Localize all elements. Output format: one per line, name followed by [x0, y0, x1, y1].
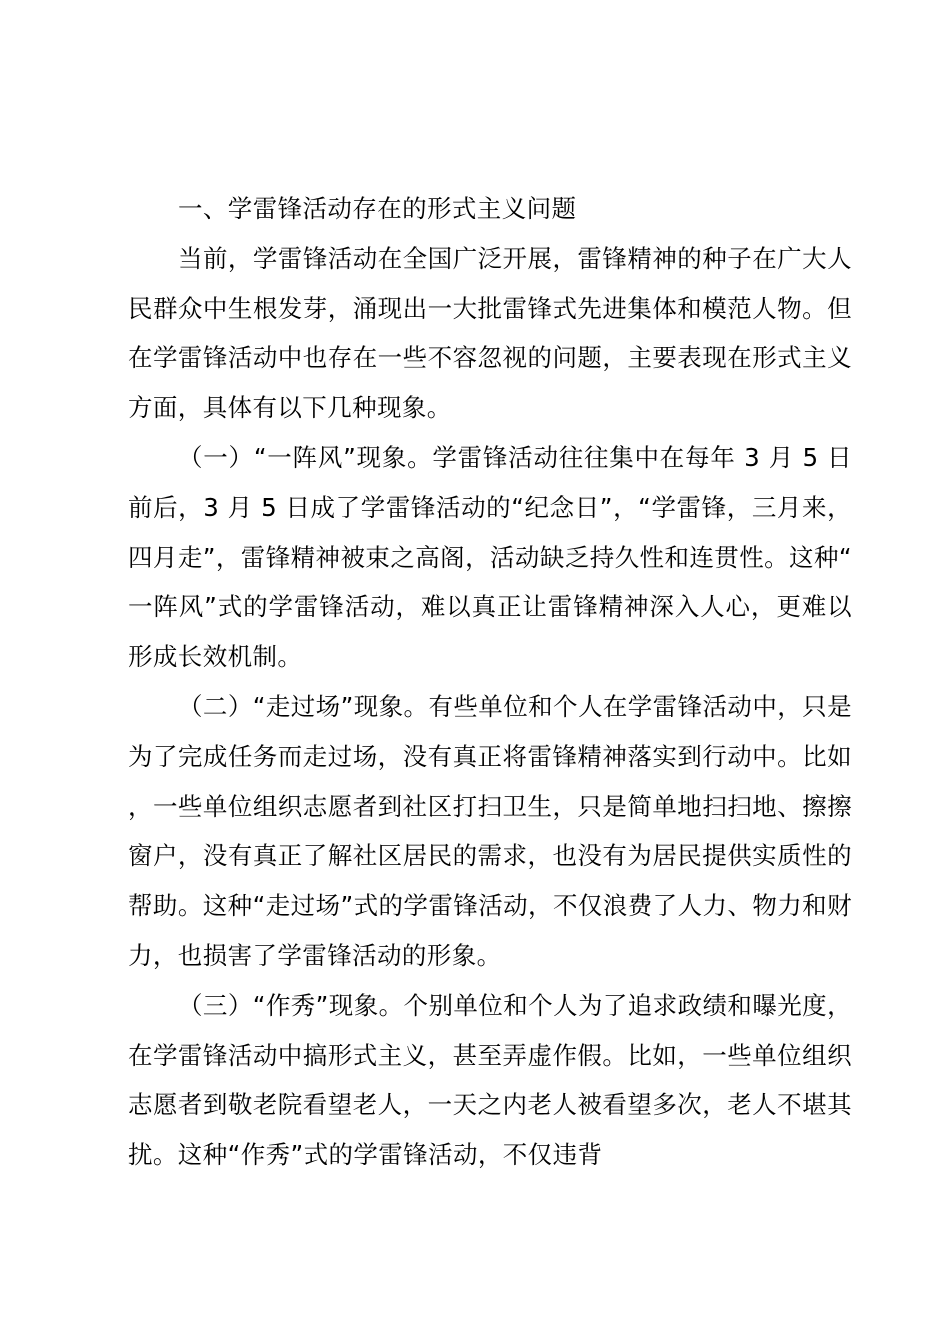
paragraph-intro: 当前，学雷锋活动在全国广泛开展，雷锋精神的种子在广大人民群众中生根发芽，涌现出一大批雷锋式先进集体和模范人物。但在学雷锋活动中也存在一些不容忽视的问题，主要表现在形式主义方面，具体有以下几种现象。: [128, 243, 852, 423]
paragraph-point-1: （一）“一阵风”现象。学雷锋活动往往集中在每年 3 月 5 日前后，3 月 5 日成了学雷锋活动的“纪念日”，“学雷锋，三月来，四月走”，雷锋精神被束之高阁，活动缺乏持久性和连贯性。这种“一阵风”式的学雷锋活动，难以真正让雷锋精神深入人心，更难以形成长效机制。: [128, 442, 852, 672]
document-body: [128, 184, 852, 1180]
section-heading: 一、学雷锋活动存在的形式主义问题: [178, 194, 577, 223]
paragraph-point-3: （三）“作秀”现象。个别单位和个人为了追求政绩和曝光度，在学雷锋活动中搞形式主义，甚至弄虚作假。比如，一些单位组织志愿者到敬老院看望老人，一天之内老人被看望多次，老人不堪其扰。这种“作秀”式的学雷锋活动，不仅违背: [128, 990, 852, 1170]
paragraph-point-2: （二）“走过场”现象。有些单位和个人在学雷锋活动中，只是为了完成任务而走过场，没有真正将雷锋精神落实到行动中。比如，一些单位组织志愿者到社区打扫卫生，只是简单地扫扫地、擦擦窗户，没有真正了解社区居民的需求，也没有为居民提供实质性的帮助。这种“走过场”式的学雷锋活动，不仅浪费了人力、物力和财力，也损害了学雷锋活动的形象。: [128, 691, 852, 970]
